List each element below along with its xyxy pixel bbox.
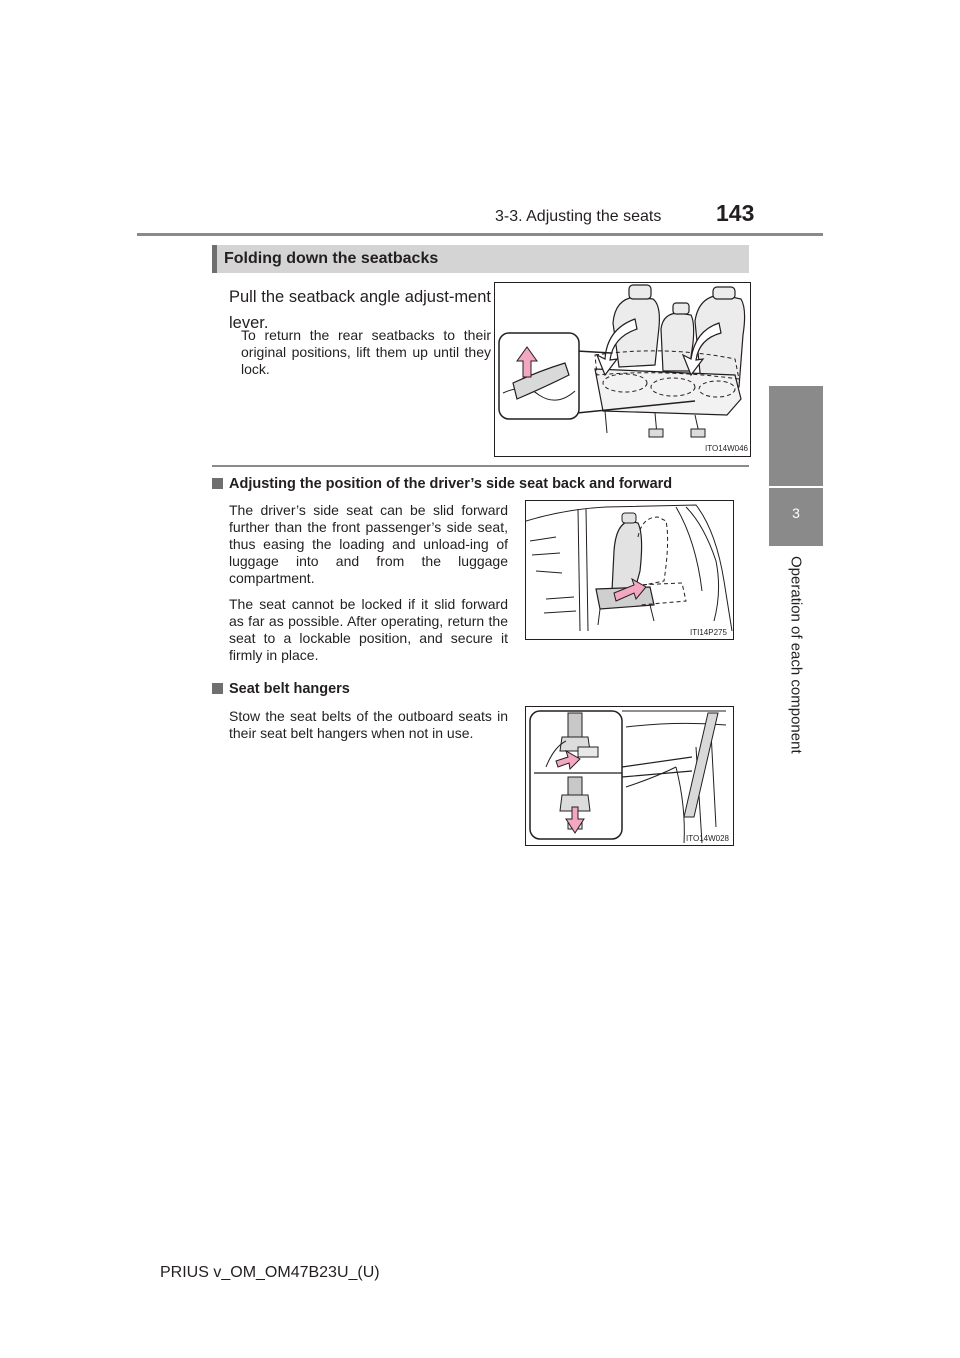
page-number: 143 xyxy=(716,200,755,226)
step-instruction: Pull the seatback angle adjust-ment lever. xyxy=(229,288,491,332)
paragraph: Stow the seat belts of the outboard seats in their seat belt hangers when not in use. xyxy=(229,708,508,741)
seat-belt-hanger-illustration xyxy=(526,707,733,845)
paragraph: The driver’s side seat can be slid forward further than the front passenger’s side seat, thus easing the loading and unload-ing of luggage into and from the luggage compartment. xyxy=(229,502,508,586)
chapter-number: 3 xyxy=(792,505,800,521)
figure-code-2: ITI14P275 xyxy=(690,628,727,637)
bullet-square-icon xyxy=(212,683,223,694)
subsection-heading-driver-seat: Adjusting the position of the driver’s side seat back and forward xyxy=(212,476,672,492)
side-tab-bar xyxy=(769,386,823,486)
document-footer: PRIUS v_OM_OM47B23U_(U) xyxy=(160,1264,380,1281)
step-note: To return the rear seatbacks to their original positions, lift them up until they lock. xyxy=(241,327,491,377)
subsection-heading-seat-belt-hangers: Seat belt hangers xyxy=(212,681,350,697)
chapter-title: Operation of each component xyxy=(787,556,805,754)
figure-seat-belt-hanger xyxy=(525,706,734,846)
section-heading: Folding down the seatbacks xyxy=(224,250,439,267)
section-title: 3-3. Adjusting the seats xyxy=(495,208,662,225)
paragraph: The seat cannot be locked if it slid forward as far as possible. After operating, return the seat to a lockable position, and secure it firmly in place. xyxy=(229,596,508,663)
folding-rear-seatbacks-illustration xyxy=(495,283,750,456)
driver-seat-slide-illustration xyxy=(526,501,733,639)
figure-folding-seatbacks xyxy=(494,282,751,457)
section-divider xyxy=(212,465,749,467)
figure-code-3: ITO14W028 xyxy=(686,834,729,843)
figure-driver-seat-slide xyxy=(525,500,734,640)
bullet-square-icon xyxy=(212,478,223,489)
heading-accent xyxy=(212,245,217,273)
chapter-title-vertical xyxy=(770,556,822,806)
figure-code-1: ITO14W046 xyxy=(705,444,748,453)
header-rule xyxy=(137,233,823,236)
